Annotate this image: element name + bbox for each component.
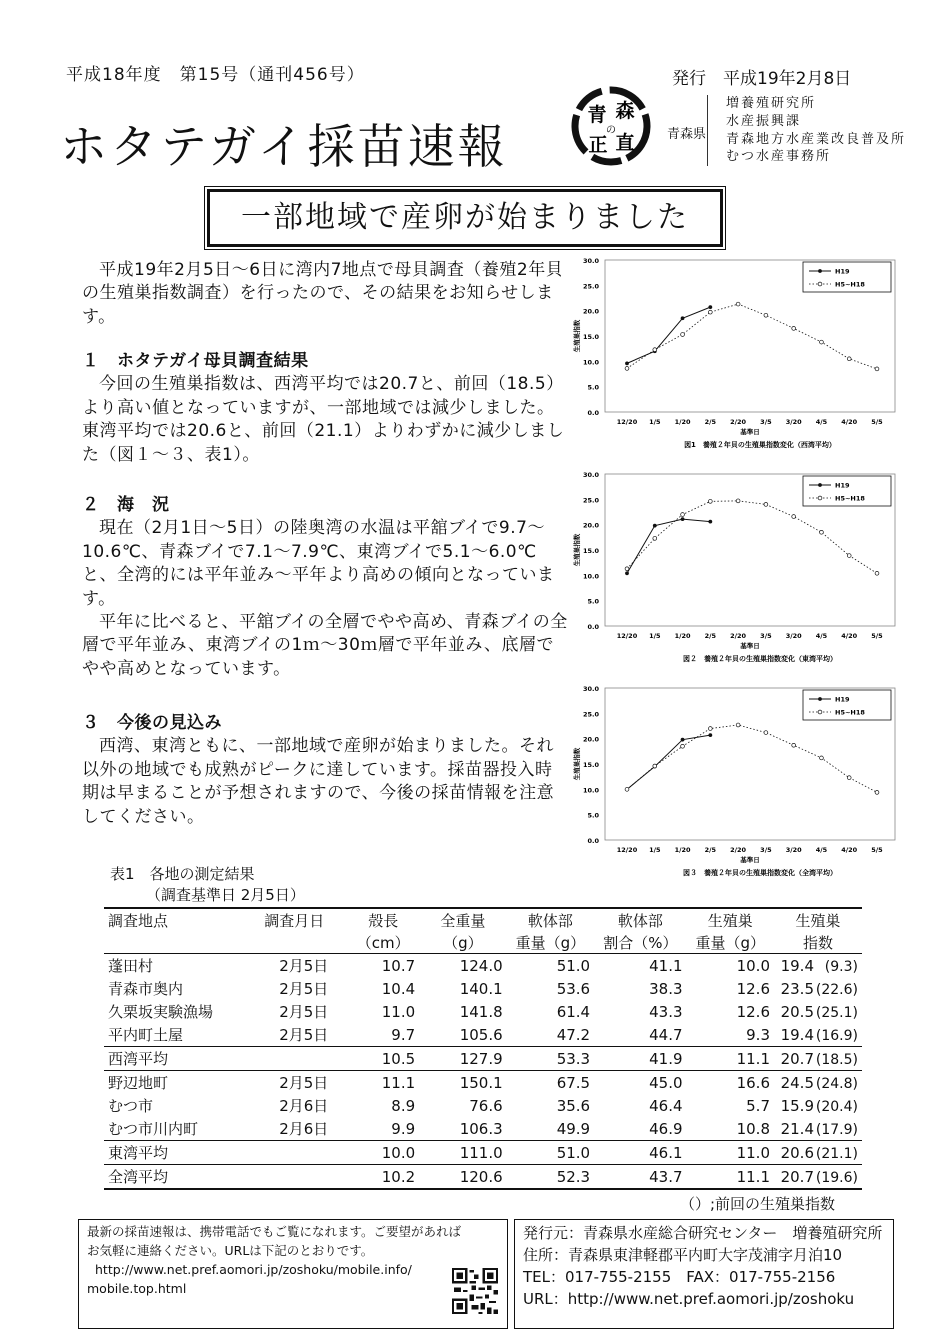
legend-marker-normal <box>818 710 822 714</box>
table-row-average <box>104 1141 862 1165</box>
gsi-previous: (22.6) <box>815 981 858 998</box>
data-point-normal <box>736 499 740 503</box>
legend-label: H19 <box>835 695 850 704</box>
y-tick-label: 25.0 <box>582 282 599 291</box>
data-point-normal <box>625 787 629 791</box>
x-tick-label: 3/20 <box>785 418 802 426</box>
table-cell-site: 蓬田村 <box>108 957 154 975</box>
table-cell-len: 11.0 <box>381 1002 416 1021</box>
results-table <box>104 907 862 1190</box>
table-cell-site: 久栗坂実験漁場 <box>108 1003 214 1021</box>
table-cell-soft: 35.6 <box>556 1096 591 1115</box>
x-tick-label: 3/20 <box>785 632 802 640</box>
legend-marker-h19 <box>818 697 822 701</box>
table-cell-site: むつ市川内町 <box>108 1120 199 1138</box>
y-tick-label: 20.0 <box>582 307 599 316</box>
x-tick-label: 1/20 <box>674 418 691 426</box>
table-cell-wt: 105.6 <box>459 1025 503 1044</box>
data-point-normal <box>792 743 796 747</box>
table-cell-soft: 47.2 <box>556 1025 591 1044</box>
y-tick-label: 20.0 <box>582 735 599 744</box>
y-tick-label: 5.0 <box>587 811 599 820</box>
table-cell-len: 9.7 <box>391 1025 416 1044</box>
table-row-average <box>104 1047 862 1071</box>
y-tick-label: 20.0 <box>582 521 599 530</box>
publisher-orgs <box>707 95 906 166</box>
table-cell-len: 10.4 <box>381 979 416 998</box>
x-tick-label: 3/5 <box>760 418 772 426</box>
footer-mobile-info <box>78 1219 508 1329</box>
data-point-h19 <box>681 316 685 320</box>
data-point-h19 <box>653 524 657 528</box>
footer-line: TEL：017-755-2155 FAX：017-755-2156 <box>523 1268 836 1286</box>
data-point-normal <box>653 348 657 352</box>
table-cell-ratio: 41.9 <box>649 1049 683 1068</box>
table-cell-gon: 10.8 <box>736 1119 770 1138</box>
table-cell-gsi <box>774 1141 862 1165</box>
data-point-h19 <box>681 738 685 742</box>
table-cell-gon: 12.6 <box>736 1002 770 1021</box>
col-unit: （cm） <box>356 933 410 952</box>
legend-marker-h19 <box>818 269 822 273</box>
x-tick-label: 1/20 <box>674 846 691 854</box>
table-cell-ratio: 43.7 <box>649 1167 683 1186</box>
table-cell-soft: 52.3 <box>556 1167 591 1186</box>
legend-marker-h19 <box>818 483 822 487</box>
y-tick-label: 15.0 <box>582 547 599 555</box>
table-cell-gon: 11.1 <box>736 1167 770 1186</box>
x-tick-label: 5/5 <box>871 632 883 640</box>
data-point-normal <box>681 333 685 337</box>
table-cell-gsi <box>774 977 862 1000</box>
series-line-h19 <box>627 307 710 363</box>
y-tick-label: 30.0 <box>582 471 599 479</box>
svg-text:森: 森 <box>615 100 635 122</box>
x-tick-label: 1/5 <box>649 846 661 854</box>
intro-paragraph: 平成19年2月5日～6日に湾内7地点で母貝調査（養殖2年貝の生殖巣指数調査）を行ったので、その結果をお知らせします。 <box>82 260 564 327</box>
table-cell-date: 2月5日 <box>279 1026 329 1044</box>
y-tick-label: 10.0 <box>582 572 599 581</box>
y-tick-label: 10.0 <box>582 358 599 367</box>
gsi-previous: (9.3) <box>824 958 858 975</box>
col-header: 軟体部 <box>617 911 663 930</box>
y-tick-label: 5.0 <box>587 383 599 392</box>
x-tick-label: 5/5 <box>871 418 883 426</box>
footer-publisher-info <box>514 1219 894 1329</box>
x-tick-label: 1/5 <box>649 632 661 640</box>
data-point-normal <box>847 554 851 558</box>
table-row-average <box>104 1165 862 1190</box>
org-item: 増養殖研究所 <box>726 96 817 111</box>
table-title: 表1 各地の測定結果 <box>110 865 255 883</box>
chart-title: 図３ 養殖２年貝の生殖巣指数変化（全湾平均） <box>683 869 837 877</box>
data-point-normal <box>764 731 768 735</box>
gsi-value: 20.6 <box>780 1143 814 1162</box>
table-cell-ratio: 46.1 <box>649 1143 683 1162</box>
series-line-h19 <box>627 735 710 789</box>
data-point-h19 <box>625 571 629 575</box>
table-cell-gsi <box>774 954 862 978</box>
x-tick-label: 2/20 <box>730 632 747 640</box>
section-title: ３ 今後の見込み <box>82 713 222 733</box>
table-cell-len: 10.5 <box>381 1049 416 1068</box>
footer-line: 発行元：青森県水産総合研究センター 増養殖研究所 <box>523 1224 883 1242</box>
gsi-previous: (18.5) <box>815 1051 858 1068</box>
data-point-h19 <box>708 520 712 524</box>
y-tick-label: 15.0 <box>582 333 599 341</box>
col-header: 全重量 <box>440 911 486 930</box>
y-tick-label: 10.0 <box>582 786 599 795</box>
data-point-normal <box>625 367 629 371</box>
section-title: ２ 海 況 <box>82 495 170 515</box>
table-cell-wt: 150.1 <box>459 1073 503 1092</box>
table-cell-soft: 67.5 <box>556 1073 591 1092</box>
col-unit: 重量（g） <box>515 933 586 952</box>
gsi-previous: (19.6) <box>815 1169 858 1186</box>
data-point-normal <box>681 744 685 748</box>
table-cell-gsi <box>774 1117 862 1141</box>
table-cell-gsi <box>774 1165 862 1190</box>
footer-line: 住所：青森県東津軽郡平内町大字茂浦字月泊10 <box>523 1246 843 1264</box>
data-point-normal <box>736 723 740 727</box>
section-paragraph: 西湾、東湾ともに、一部地域で産卵が始まりました。それ以外の地域でも成熟がピークに達しています。採苗器投入時期は早まることが予想されますので、今後の採苗情報を注意してください。 <box>82 736 555 827</box>
table-cell-ratio: 46.9 <box>649 1119 683 1138</box>
table-cell-site: むつ市 <box>108 1097 154 1115</box>
col-unit: 重量（g） <box>695 933 766 952</box>
col-header: 殻長 <box>368 911 399 930</box>
x-tick-label: 12/20 <box>616 632 638 640</box>
table-row <box>104 977 862 1000</box>
data-point-h19 <box>708 733 712 737</box>
section-paragraph: 平年に比べると、平舘ブイの全層でやや高め、青森ブイの全層で平年並み、東湾ブイの1ｍ～30ｍ層で平年並み、底層でやや高めとなっています。 <box>82 612 568 679</box>
section-title: １ ホタテガイ母貝調査結果 <box>82 351 309 371</box>
x-tick-label: 2/20 <box>730 418 747 426</box>
x-tick-label: 2/5 <box>704 418 717 426</box>
aomori-seal-logo <box>570 85 652 167</box>
x-tick-label: 4/20 <box>841 418 858 426</box>
series-line-normal <box>627 501 877 573</box>
org-item: 水産振興課 <box>726 113 802 129</box>
data-point-normal <box>875 790 879 794</box>
y-tick-label: 0.0 <box>587 837 599 845</box>
table-cell-ratio: 38.3 <box>649 979 683 998</box>
svg-text:の: の <box>606 125 616 136</box>
table-cell-len: 10.7 <box>381 956 416 975</box>
gsi-value: 19.4 <box>780 956 814 975</box>
data-point-normal <box>653 764 657 768</box>
series-line-normal <box>627 304 877 369</box>
table-cell-wt: 76.6 <box>469 1096 503 1115</box>
data-point-normal <box>708 727 712 731</box>
table-row <box>104 1094 862 1117</box>
x-tick-label: 12/20 <box>616 418 638 426</box>
section-paragraph: 今回の生殖巣指数は、西湾平均では20.7と、前回（18.5）より高い値となっていますが、一部地域では減少しました。東湾平均では20.6と、前回（21.1）よりわずかに減少しました（図１～３、表1）。 <box>82 374 565 465</box>
table-cell-soft: 53.6 <box>556 979 591 998</box>
x-tick-label: 12/20 <box>616 846 638 854</box>
data-point-normal <box>847 357 851 361</box>
x-tick-label: 3/20 <box>785 846 802 854</box>
x-tick-label: 5/5 <box>871 846 883 854</box>
table-cell-site: 野辺地町 <box>108 1074 169 1092</box>
legend-label: H5~H18 <box>835 708 865 717</box>
table-cell-wt: 141.8 <box>459 1002 503 1021</box>
publisher-url-link[interactable]: URL：http://www.net.pref.aomori.jp/zoshoku <box>523 1290 855 1308</box>
y-axis-label: 生殖巣指数 <box>573 319 581 353</box>
data-point-normal <box>625 567 629 571</box>
chart-whole-bay <box>560 680 930 890</box>
y-tick-label: 30.0 <box>582 257 599 265</box>
table-cell-wt: 140.1 <box>459 979 503 998</box>
table-cell-date <box>260 1165 347 1190</box>
page-title: ホタテガイ採苗速報 <box>60 120 508 175</box>
data-point-normal <box>875 571 879 575</box>
series-line-h19 <box>627 519 710 573</box>
table-row <box>104 1000 862 1023</box>
table-cell-ratio: 41.1 <box>649 956 683 975</box>
table-cell-gsi <box>774 1000 862 1023</box>
publish-date: 発行 平成19年2月8日 <box>672 69 852 89</box>
legend-label: H5~H18 <box>835 280 865 289</box>
table-cell-soft: 51.0 <box>556 956 591 975</box>
x-tick-label: 2/20 <box>730 846 747 854</box>
table-cell-ratio: 45.0 <box>649 1073 683 1092</box>
legend-label: H5~H18 <box>835 494 865 503</box>
gsi-previous: (20.4) <box>815 1098 858 1115</box>
table-cell-wt: 127.9 <box>459 1049 503 1068</box>
table-cell-wt: 111.0 <box>459 1143 503 1162</box>
x-axis-label: 基準日 <box>740 856 760 864</box>
col-unit: （g） <box>443 933 483 952</box>
intro-text <box>82 259 568 329</box>
col-header: 調査月日 <box>264 911 325 930</box>
footer-line: お気軽に連絡ください。URLは下記のとおりです。 <box>87 1243 374 1258</box>
table-cell-date: 2月5日 <box>279 957 329 975</box>
y-tick-label: 0.0 <box>587 409 599 417</box>
col-unit: 指数 <box>802 933 833 952</box>
data-point-normal <box>820 530 824 534</box>
table-cell-soft: 61.4 <box>556 1002 591 1021</box>
table-cell-gon: 12.6 <box>736 979 770 998</box>
table-cell-site: 西湾平均 <box>108 1050 169 1068</box>
x-tick-label: 3/5 <box>760 632 772 640</box>
gsi-value: 20.5 <box>780 1002 814 1021</box>
data-point-normal <box>875 367 879 371</box>
col-header: 軟体部 <box>527 911 573 930</box>
x-tick-label: 4/20 <box>841 846 858 854</box>
table-row <box>104 1117 862 1141</box>
table-cell-ratio: 43.3 <box>649 1002 683 1021</box>
data-point-normal <box>764 503 768 507</box>
legend-label: H19 <box>835 481 850 490</box>
legend-marker-normal <box>818 282 822 286</box>
x-tick-label: 4/20 <box>841 632 858 640</box>
series-line-normal <box>627 725 877 792</box>
table-cell-len: 10.0 <box>381 1143 416 1162</box>
section-1 <box>82 350 568 467</box>
table-cell-gsi <box>774 1023 862 1047</box>
table-cell-date: 2月6日 <box>279 1120 329 1138</box>
table-cell-len: 11.1 <box>381 1073 416 1092</box>
table-cell-site: 平内町土屋 <box>108 1026 184 1044</box>
gsi-previous: (25.1) <box>815 1004 858 1021</box>
org-item: むつ水産事務所 <box>726 149 832 165</box>
x-tick-label: 4/5 <box>815 418 828 426</box>
gsi-value: 20.7 <box>780 1049 814 1068</box>
gsi-value: 15.9 <box>780 1096 814 1115</box>
section-2 <box>82 494 568 681</box>
x-tick-label: 2/5 <box>704 632 717 640</box>
mobile-url-link-cont[interactable]: mobile.top.html <box>87 1281 187 1296</box>
table-cell-gon: 10.0 <box>736 956 770 975</box>
footer-line: 最新の採苗速報は、携帯電話でもご覧になれます。ご要望があれば <box>87 1224 462 1239</box>
table-subtitle: （調査基準日 2月5日） <box>146 886 305 904</box>
y-tick-label: 25.0 <box>582 710 599 719</box>
table-cell-ratio: 46.4 <box>649 1096 683 1115</box>
table-cell-site: 青森市奥内 <box>108 980 184 998</box>
table-row <box>104 1071 862 1095</box>
data-point-normal <box>653 536 657 540</box>
col-header: 生殖巣 <box>795 911 841 930</box>
org-item: 青森地方水産業改良普及所 <box>726 131 907 147</box>
chart-west-bay <box>560 252 930 462</box>
data-point-normal <box>708 499 712 503</box>
table-cell-date: 2月6日 <box>279 1097 329 1115</box>
x-tick-label: 4/5 <box>815 632 828 640</box>
table-cell-gsi <box>774 1071 862 1095</box>
data-point-normal <box>847 776 851 780</box>
y-tick-label: 30.0 <box>582 685 599 693</box>
table-cell-len: 10.2 <box>381 1167 416 1186</box>
data-point-normal <box>764 313 768 317</box>
table-cell-date: 2月5日 <box>279 1074 329 1092</box>
y-tick-label: 5.0 <box>587 597 599 606</box>
y-tick-label: 0.0 <box>587 623 599 631</box>
data-point-h19 <box>708 305 712 309</box>
gsi-previous: (16.9) <box>815 1027 858 1044</box>
x-tick-label: 3/5 <box>760 846 772 854</box>
table-cell-gon: 16.6 <box>736 1073 770 1092</box>
y-axis-label: 生殖巣指数 <box>573 747 581 781</box>
data-point-normal <box>736 302 740 306</box>
table-cell-date <box>260 1047 347 1071</box>
data-point-h19 <box>681 517 685 521</box>
table-cell-gon: 11.0 <box>736 1143 770 1162</box>
section-paragraph: 現在（2月1日～5日）の陸奥湾の水温は平舘ブイで9.7～10.6℃、青森ブイで7.1～7.9℃、東湾ブイで5.1～6.0℃と、全湾的には平年並み～平年より高めの傾向となっています。 <box>82 518 555 609</box>
x-tick-label: 4/5 <box>815 846 828 854</box>
table-cell-gon: 5.7 <box>746 1096 770 1115</box>
gsi-previous: (21.1) <box>815 1145 858 1162</box>
gsi-previous: (24.8) <box>815 1075 858 1092</box>
qr-code-icon <box>452 1268 498 1314</box>
data-point-normal <box>820 340 824 344</box>
table-cell-len: 9.9 <box>391 1119 416 1138</box>
gsi-value: 20.7 <box>780 1167 814 1186</box>
table-cell-date <box>260 1141 347 1165</box>
table-cell-date: 2月5日 <box>279 980 329 998</box>
table-cell-len: 8.9 <box>391 1096 416 1115</box>
table-note: （）;前回の生殖巣指数 <box>680 1195 836 1213</box>
table-cell-gsi <box>774 1094 862 1117</box>
table-caption <box>110 864 305 906</box>
data-point-normal <box>820 756 824 760</box>
x-tick-label: 1/5 <box>649 418 661 426</box>
table-cell-soft: 49.9 <box>556 1119 591 1138</box>
x-tick-label: 1/20 <box>674 632 691 640</box>
x-axis-label: 基準日 <box>740 642 760 650</box>
table-cell-site: 東湾平均 <box>108 1144 169 1162</box>
data-point-normal <box>792 327 796 331</box>
legend-marker-normal <box>818 496 822 500</box>
table-cell-gon: 11.1 <box>736 1049 770 1068</box>
table-cell-soft: 53.3 <box>556 1049 591 1068</box>
gsi-value: 19.4 <box>780 1025 814 1044</box>
mobile-url-link[interactable]: http://www.net.pref.aomori.jp/zoshoku/mobile.info/ <box>95 1262 412 1277</box>
table-cell-wt: 120.6 <box>459 1167 503 1186</box>
col-header: 調査地点 <box>108 911 169 930</box>
svg-text:青: 青 <box>587 104 607 126</box>
col-header: 生殖巣 <box>707 911 753 930</box>
svg-text:直: 直 <box>615 132 635 154</box>
table-cell-date: 2月5日 <box>279 1003 329 1021</box>
col-unit: 割合（%） <box>603 933 678 952</box>
chart-title: 図1 養殖２年貝の生殖巣指数変化（西湾平均） <box>684 441 836 449</box>
prefecture-label: 青森県 <box>667 127 707 142</box>
legend-label: H19 <box>835 267 850 276</box>
table-cell-wt: 106.3 <box>459 1119 503 1138</box>
table-cell-wt: 124.0 <box>459 956 503 975</box>
svg-text:正: 正 <box>588 134 608 156</box>
gsi-previous: (17.9) <box>815 1121 858 1138</box>
table-row <box>104 1023 862 1047</box>
chart-east-bay <box>560 466 930 676</box>
data-point-h19 <box>625 361 629 365</box>
x-axis-label: 基準日 <box>740 428 760 436</box>
table-cell-soft: 51.0 <box>556 1143 591 1162</box>
x-tick-label: 2/5 <box>704 846 717 854</box>
table-cell-ratio: 44.7 <box>649 1025 683 1044</box>
data-point-normal <box>681 513 685 517</box>
gsi-value: 21.4 <box>780 1119 814 1138</box>
y-axis-label: 生殖巣指数 <box>573 533 581 567</box>
chart-title: 図２ 養殖２年貝の生殖巣指数変化（東湾平均） <box>683 655 837 663</box>
gsi-value: 23.5 <box>780 979 814 998</box>
headline-box: 一部地域で産卵が始まりました <box>207 189 723 247</box>
y-tick-label: 25.0 <box>582 496 599 505</box>
table-cell-site: 全湾平均 <box>108 1168 169 1186</box>
section-3 <box>82 712 568 829</box>
table-cell-gon: 9.3 <box>746 1025 770 1044</box>
data-point-normal <box>792 515 796 519</box>
gsi-value: 24.5 <box>780 1073 814 1092</box>
table-cell-gsi <box>774 1047 862 1071</box>
y-tick-label: 15.0 <box>582 761 599 769</box>
table-row <box>104 954 862 978</box>
issue-number: 平成18年度 第15号（通刊456号） <box>66 65 365 85</box>
data-point-normal <box>708 310 712 314</box>
